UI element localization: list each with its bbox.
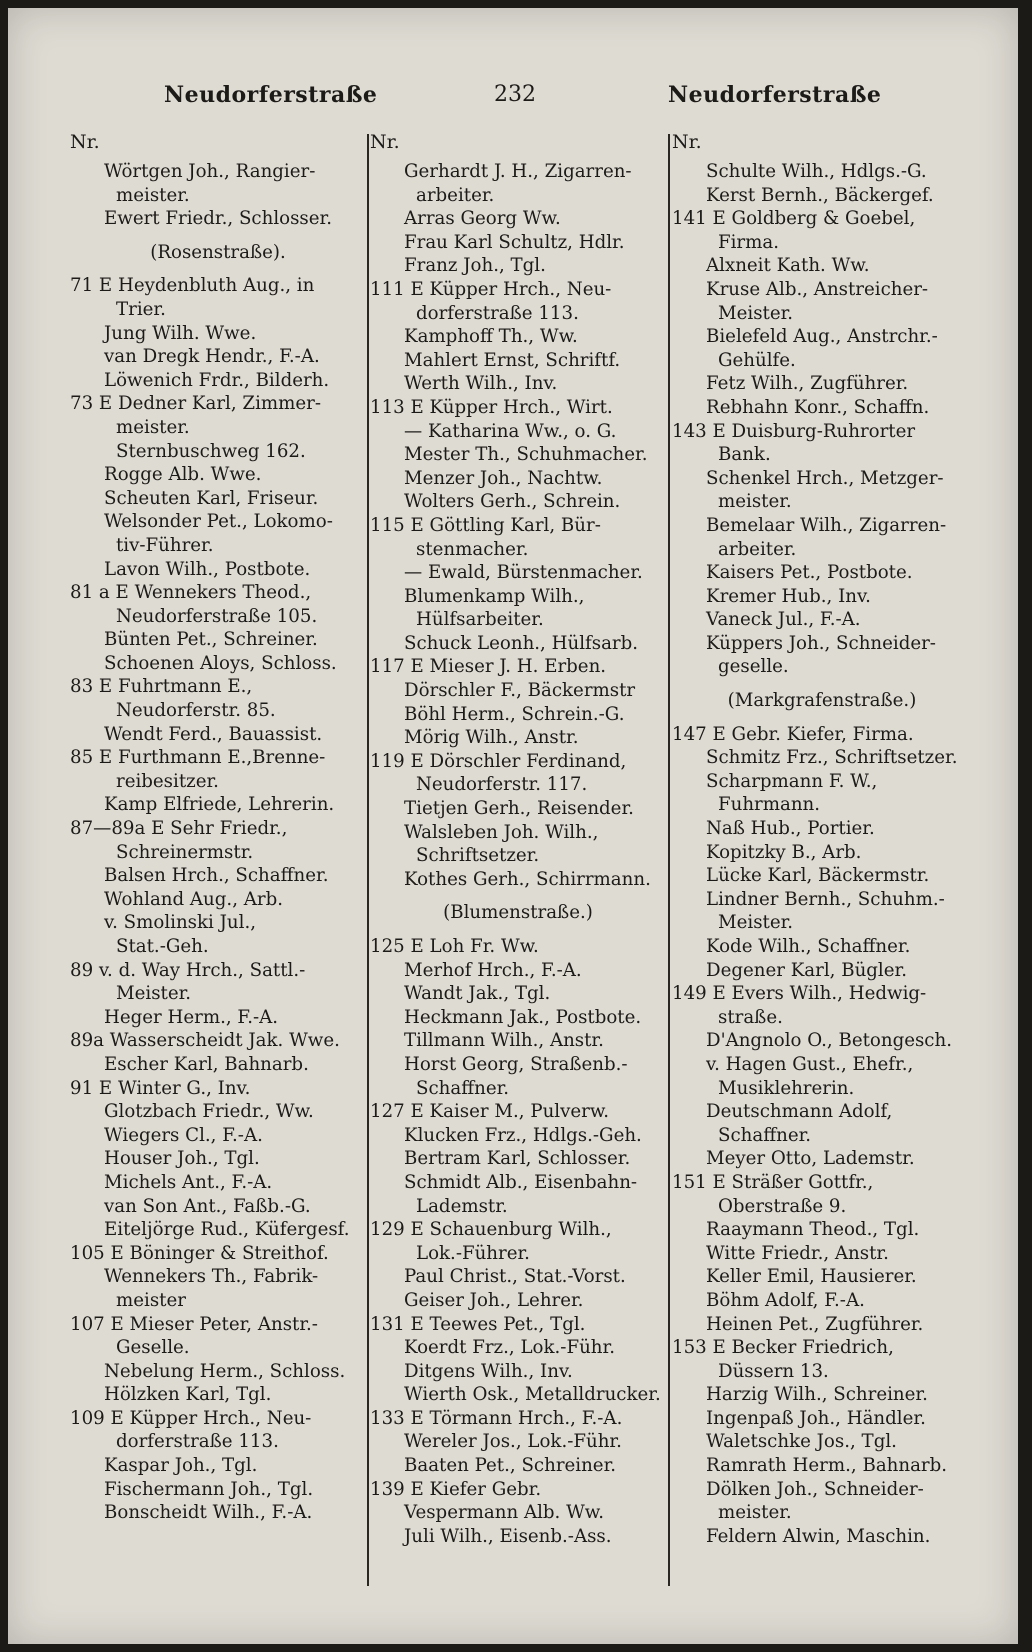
resident-entry: Paul Christ., Stat.-Vorst. — [404, 1266, 626, 1288]
resident-entry: arbeiter. — [416, 184, 495, 206]
resident-entry: — Ewald, Bürstenmacher. — [404, 562, 643, 584]
resident-entry: Tillmann Wilh., Anstr. — [404, 1030, 604, 1052]
resident-entry: Meister. — [718, 302, 794, 324]
resident-entry: Schmidt Alb., Eisenbahn- — [404, 1171, 638, 1193]
resident-entry: v. Hagen Gust., Ehefr., — [706, 1053, 914, 1075]
resident-entry: Wendt Ferd., Bauassist. — [104, 723, 323, 745]
resident-entry: Arras Georg Ww. — [404, 208, 561, 230]
resident-entry: Wennekers Th., Fabrik- — [104, 1266, 319, 1288]
column-2 — [370, 130, 666, 1610]
column-divider — [668, 134, 670, 1586]
resident-entry: Stat.-Geh. — [116, 936, 209, 957]
resident-entry: meister — [116, 1289, 186, 1311]
resident-entry: Franz Joh., Tgl. — [404, 255, 546, 277]
resident-entry: Glotzbach Friedr., Ww. — [104, 1101, 314, 1123]
house-number-entry: 85 E Furthmann E.,Brenne- — [70, 747, 326, 769]
resident-entry: straße. — [718, 1006, 783, 1028]
resident-entry: Waletschke Jos., Tgl. — [706, 1431, 897, 1453]
resident-entry: Musiklehrerin. — [718, 1077, 855, 1099]
resident-entry: Dölken Joh., Schneider- — [706, 1478, 924, 1500]
house-number-entry: 133 E Törmann Hrch., F.-A. — [370, 1407, 623, 1429]
resident-entry: Fischermann Joh., Tgl. — [104, 1478, 314, 1500]
resident-entry: dorferstraße 113. — [116, 1431, 279, 1453]
resident-entry: Neudorferstraße 105. — [116, 605, 318, 627]
resident-entry: Meister. — [116, 983, 192, 1005]
resident-entry: Schuck Leonh., Hülfsarb. — [404, 632, 639, 654]
street-section-heading: (Blumenstraße.) — [443, 902, 593, 924]
resident-entry: Bank. — [718, 444, 771, 466]
resident-entry: v. Smolinski Jul., — [104, 912, 257, 934]
street-section-heading: (Markgrafenstraße.) — [727, 690, 917, 712]
resident-entry: Schoenen Aloys, Schloss. — [104, 652, 337, 674]
resident-entry: Juli Wilh., Eisenb.-Ass. — [404, 1525, 612, 1547]
resident-entry: Böhm Adolf, F.-A. — [706, 1289, 865, 1311]
resident-entry: Tietjen Gerh., Reisender. — [404, 798, 634, 820]
resident-entry: van Dregk Hendr., F.-A. — [104, 346, 320, 368]
resident-entry: Neudorferstr. 117. — [416, 774, 588, 796]
resident-entry: geselle. — [718, 656, 789, 678]
resident-entry: Alxneit Kath. Ww. — [706, 255, 870, 277]
resident-entry: Lindner Bernh., Schuhm.- — [706, 888, 945, 910]
resident-entry: Böhl Herm., Schrein.-G. — [404, 703, 625, 725]
column-3 — [672, 130, 972, 1610]
resident-entry: Eiteljörge Rud., Küfergesf. — [104, 1219, 350, 1241]
house-number-entry: 139 E Kiefer Gebr. — [370, 1478, 542, 1500]
resident-entry: Witte Friedr., Anstr. — [706, 1242, 889, 1264]
nr-label: Nr. — [370, 131, 400, 153]
resident-entry: dorferstraße 113. — [416, 302, 579, 324]
resident-entry: Schenkel Hrch., Metzger- — [706, 467, 944, 489]
resident-entry: Kremer Hub., Inv. — [706, 585, 871, 607]
resident-entry: Bemelaar Wilh., Zigarren- — [706, 514, 947, 536]
resident-entry: Ditgens Wilh., Inv. — [404, 1360, 573, 1382]
resident-entry: Koerdt Frz., Lok.-Führ. — [404, 1337, 615, 1359]
resident-entry: Deutschmann Adolf, — [706, 1101, 893, 1123]
nr-label: Nr. — [70, 131, 100, 153]
column-divider — [367, 134, 369, 1586]
resident-entry: Oberstraße 9. — [718, 1195, 847, 1217]
house-number-entry: 117 E Mieser J. H. Erben. — [370, 656, 607, 678]
resident-entry: Jung Wilh. Wwe. — [104, 322, 257, 344]
resident-entry: Bertram Karl, Schlosser. — [404, 1148, 631, 1170]
resident-entry: meister. — [116, 416, 190, 438]
resident-entry: Fetz Wilh., Zugführer. — [706, 373, 909, 395]
resident-entry: Klucken Frz., Hdlgs.-Geh. — [404, 1124, 642, 1146]
resident-entry: Schaffner. — [416, 1077, 510, 1099]
resident-entry: arbeiter. — [718, 538, 797, 560]
resident-entry: Hölzken Karl, Tgl. — [104, 1384, 272, 1406]
resident-entry: Wiegers Cl., F.-A. — [104, 1124, 263, 1146]
resident-entry: stenmacher. — [416, 538, 529, 560]
house-number-entry: 73 E Dedner Karl, Zimmer- — [70, 393, 321, 415]
resident-entry: Lok.-Führer. — [416, 1242, 530, 1264]
resident-entry: Lücke Karl, Bäckermstr. — [706, 865, 930, 887]
resident-entry: Lavon Wilh., Postbote. — [104, 558, 311, 580]
resident-entry: Bonscheidt Wilh., F.-A. — [104, 1502, 313, 1524]
resident-entry: Wohland Aug., Arb. — [104, 888, 284, 910]
resident-entry: Kaisers Pet., Postbote. — [706, 562, 913, 584]
header-left-street: Neudorferstraße — [164, 82, 378, 108]
resident-entry: meister. — [718, 491, 792, 513]
resident-entry: Löwenich Frdr., Bilderh. — [104, 369, 330, 391]
street-section-heading: (Rosenstraße). — [150, 241, 286, 263]
resident-entry: Kamphoff Th., Ww. — [404, 326, 578, 348]
resident-entry: Wörtgen Joh., Rangier- — [104, 161, 316, 182]
resident-entry: Dörschler F., Bäckermstr — [404, 680, 636, 702]
resident-entry: Harzig Wilh., Schreiner. — [706, 1384, 928, 1406]
resident-entry: van Son Ant., Faßb.-G. — [104, 1195, 311, 1217]
resident-entry: Meister. — [718, 912, 794, 934]
house-number-entry: 129 E Schauenburg Wilh., — [370, 1219, 612, 1241]
resident-entry: Werth Wilh., Inv. — [404, 373, 558, 395]
resident-entry: meister. — [718, 1502, 792, 1524]
resident-entry: Degener Karl, Bügler. — [706, 959, 907, 981]
house-number-entry: 71 E Heydenbluth Aug., in — [70, 275, 315, 297]
resident-entry: Welsonder Pet., Lokomo- — [104, 511, 333, 533]
resident-entry: Kamp Elfriede, Lehrerin. — [104, 794, 335, 816]
resident-entry: Raaymann Theod., Tgl. — [706, 1219, 920, 1241]
house-number-entry: 143 E Duisburg-Ruhrorter — [672, 420, 916, 442]
resident-entry: Kaspar Joh., Tgl. — [104, 1455, 258, 1477]
house-number-entry: 107 E Mieser Peter, Anstr.- — [70, 1313, 318, 1335]
resident-entry: Vespermann Alb. Ww. — [404, 1502, 604, 1524]
resident-entry: Ramrath Herm., Bahnarb. — [706, 1455, 948, 1477]
resident-entry: Wolters Gerh., Schrein. — [404, 491, 621, 513]
resident-entry: — Katharina Ww., o. G. — [404, 420, 617, 442]
nr-label: Nr. — [672, 131, 702, 153]
house-number-entry: 151 E Sträßer Gottfr., — [672, 1171, 874, 1193]
resident-entry: Fuhrmann. — [718, 794, 821, 816]
resident-entry: Wierth Osk., Metalldrucker. — [404, 1384, 661, 1406]
house-number-entry: 125 E Loh Fr. Ww. — [370, 936, 539, 957]
resident-entry: Heger Herm., F.-A. — [104, 1006, 279, 1028]
resident-entry: Escher Karl, Bahnarb. — [104, 1053, 309, 1075]
house-number-entry: 89a Wasserscheidt Jak. Wwe. — [70, 1030, 340, 1052]
resident-entry: Geiser Joh., Lehrer. — [404, 1289, 584, 1311]
house-number-entry: 111 E Küpper Hrch., Neu- — [370, 278, 612, 300]
resident-entry: Bünten Pet., Schreiner. — [104, 629, 318, 651]
house-number-entry: 83 E Fuhrtmann E., — [70, 676, 253, 698]
resident-entry: Neudorferstr. 85. — [116, 700, 276, 722]
house-number-entry: 153 E Becker Friedrich, — [672, 1337, 894, 1359]
resident-entry: Mörig Wilh., Anstr. — [404, 727, 579, 749]
resident-entry: Merhof Hrch., F.-A. — [404, 959, 582, 981]
resident-entry: Küppers Joh., Schneider- — [706, 632, 936, 654]
resident-entry: Kode Wilh., Schaffner. — [706, 936, 911, 957]
house-number-entry: 147 E Gebr. Kiefer, Firma. — [672, 723, 914, 745]
house-number-entry: 109 E Küpper Hrch., Neu- — [70, 1407, 312, 1429]
column-1 — [70, 130, 366, 1610]
resident-entry: Vaneck Jul., F.-A. — [706, 609, 861, 631]
resident-entry: Schaffner. — [718, 1124, 812, 1146]
house-number-entry: 91 E Winter G., Inv. — [70, 1077, 251, 1099]
house-number-entry: 105 E Böninger & Streithof. — [70, 1242, 329, 1264]
page-header — [8, 82, 1018, 122]
page — [8, 8, 1018, 1644]
resident-entry: Schreinermstr. — [116, 841, 254, 863]
house-number-entry: 115 E Göttling Karl, Bür- — [370, 514, 601, 536]
resident-entry: meister. — [116, 184, 190, 206]
resident-entry: Ingenpaß Joh., Händler. — [706, 1407, 926, 1429]
resident-entry: Frau Karl Schultz, Hdlr. — [404, 231, 625, 253]
resident-entry: Schmitz Frz., Schriftsetzer. — [706, 747, 958, 769]
resident-entry: Mahlert Ernst, Schriftf. — [404, 349, 621, 371]
resident-entry: Gerhardt J. H., Zigarren- — [404, 161, 632, 182]
resident-entry: Schriftsetzer. — [416, 845, 540, 867]
resident-entry: Wereler Jos., Lok.-Führ. — [404, 1431, 622, 1453]
house-number-entry: 131 E Teewes Pet., Tgl. — [370, 1313, 586, 1335]
resident-entry: Nebelung Herm., Schloss. — [104, 1360, 346, 1382]
resident-entry: Kothes Gerh., Schirrmann. — [404, 868, 651, 890]
resident-entry: Horst Georg, Straßenb.- — [404, 1053, 628, 1075]
house-number-entry: 87—89a E Sehr Friedr., — [70, 818, 288, 840]
resident-entry: Menzer Joh., Nachtw. — [404, 467, 603, 489]
resident-entry: Ewert Friedr., Schlosser. — [104, 208, 332, 230]
resident-entry: Kerst Bernh., Bäckergef. — [706, 184, 934, 206]
resident-entry: Baaten Pet., Schreiner. — [404, 1455, 617, 1477]
resident-entry: Mester Th., Schuhmacher. — [404, 444, 648, 466]
resident-entry: Scheuten Karl, Friseur. — [104, 487, 319, 509]
resident-entry: Gehülfe. — [718, 349, 796, 371]
resident-entry: Meyer Otto, Lademstr. — [706, 1148, 915, 1170]
header-right-street: Neudorferstraße — [668, 82, 882, 108]
resident-entry: Keller Emil, Hausierer. — [706, 1266, 917, 1288]
house-number-entry: 89 v. d. Way Hrch., Sattl.- — [70, 959, 306, 981]
resident-entry: Kruse Alb., Anstreicher- — [706, 278, 929, 300]
house-number-entry: 113 E Küpper Hrch., Wirt. — [370, 396, 613, 418]
resident-entry: Blumenkamp Wilh., — [404, 585, 585, 607]
house-number-entry: 127 E Kaiser M., Pulverw. — [370, 1101, 610, 1123]
resident-entry: Michels Ant., F.-A. — [104, 1171, 273, 1193]
resident-entry: Wandt Jak., Tgl. — [404, 983, 551, 1005]
house-number-entry: 149 E Evers Wilh., Hedwig- — [672, 983, 927, 1005]
resident-entry: Hülfsarbeiter. — [416, 609, 544, 631]
resident-entry: Schulte Wilh., Hdlgs.-G. — [706, 161, 927, 182]
resident-entry: Bielefeld Aug., Anstrchr.- — [706, 326, 938, 348]
resident-entry: Rogge Alb. Wwe. — [104, 464, 262, 486]
resident-entry: reibesitzer. — [116, 770, 219, 792]
house-number-entry: 141 E Goldberg & Goebel, — [672, 208, 916, 230]
resident-entry: Düssern 13. — [718, 1360, 829, 1382]
resident-entry: Geselle. — [116, 1337, 190, 1359]
house-number-entry: 81 a E Wennekers Theod., — [70, 582, 312, 604]
resident-entry: Firma. — [718, 231, 780, 253]
resident-entry: Heckmann Jak., Postbote. — [404, 1006, 642, 1028]
resident-entry: Feldern Alwin, Maschin. — [706, 1525, 931, 1547]
resident-entry: Balsen Hrch., Schaffner. — [104, 865, 329, 887]
resident-entry: Houser Joh., Tgl. — [104, 1148, 260, 1170]
resident-entry: Sternbuschweg 162. — [116, 440, 306, 462]
resident-entry: Rebhahn Konr., Schaffn. — [706, 396, 930, 418]
resident-entry: Kopitzky B., Arb. — [706, 841, 862, 863]
resident-entry: tiv-Führer. — [116, 534, 214, 556]
resident-entry: Scharpmann F. W., — [706, 770, 878, 792]
page-number: 232 — [494, 82, 536, 107]
resident-entry: Trier. — [116, 298, 166, 320]
resident-entry: Walsleben Joh. Wilh., — [404, 821, 599, 843]
resident-entry: Naß Hub., Portier. — [706, 818, 875, 840]
resident-entry: D'Angnolo O., Betongesch. — [706, 1030, 952, 1052]
house-number-entry: 119 E Dörschler Ferdinand, — [370, 750, 627, 772]
resident-entry: Heinen Pet., Zugführer. — [706, 1313, 924, 1335]
resident-entry: Lademstr. — [416, 1195, 508, 1217]
